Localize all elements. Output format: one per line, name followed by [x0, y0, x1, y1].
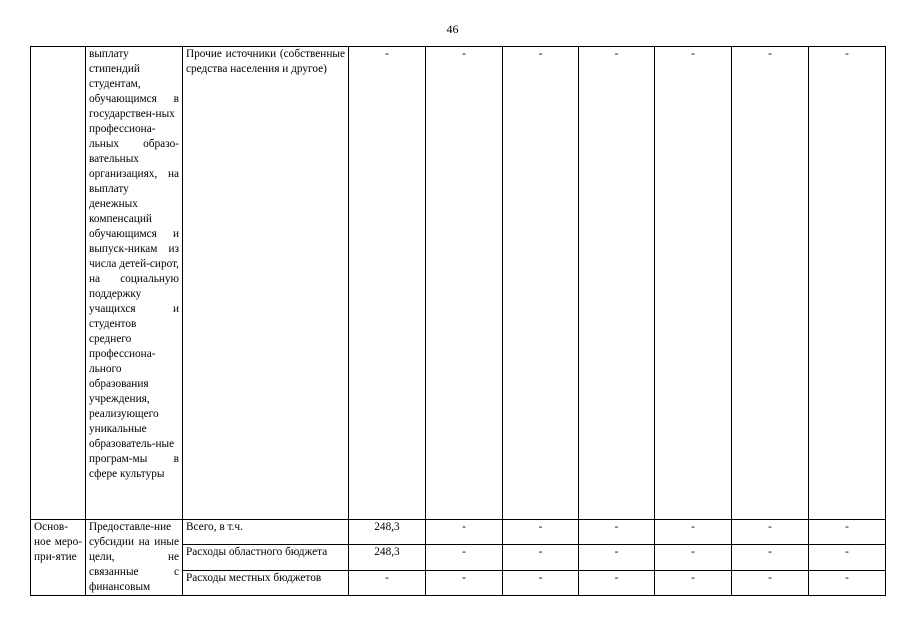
value-cell: - [579, 545, 655, 570]
value-cell: - [732, 570, 809, 595]
value-cell: - [579, 47, 655, 520]
funding-source-cell: Расходы местных бюджетов [183, 570, 349, 595]
value-cell: - [655, 545, 732, 570]
table-row [31, 520, 886, 545]
value-cell: - [732, 545, 809, 570]
activity-type-cell: Основ-ное меро-при-ятие [31, 520, 86, 596]
value-cell: - [732, 520, 809, 545]
value-cell: - [349, 570, 426, 595]
value-cell: - [579, 570, 655, 595]
activity-name-cell: Предоставле-ние субсидии на иные цели, не связанные с финансовым [86, 520, 183, 596]
funding-source-cell: Всего, в т.ч. [183, 520, 349, 545]
value-cell: - [349, 47, 426, 520]
value-cell: - [732, 47, 809, 520]
value-cell: - [426, 47, 503, 520]
value-cell: - [809, 520, 886, 545]
value-cell: - [809, 545, 886, 570]
budget-table [30, 46, 886, 596]
value-cell: - [426, 520, 503, 545]
value-cell: - [503, 47, 579, 520]
value-cell: - [655, 570, 732, 595]
value-cell: 248,3 [349, 520, 426, 545]
activity-name-cell: выплату стипендий студентам, обучающимся в государствен-ных профессиона-льных образо-вательных организациях, на выплату денежных компенсаций обучающимся и выпуск-никам из числа детей-сирот, на социальную поддержку учащихся и студентов среднего профессиона-льного образования учреждения, реализующего уникальные образователь-ные програм-мы в сфере культуры [86, 47, 183, 520]
value-cell: - [426, 570, 503, 595]
value-cell: - [809, 47, 886, 520]
value-cell: - [503, 545, 579, 570]
page-number: 46 [446, 22, 459, 36]
value-cell: - [579, 520, 655, 545]
value-cell: - [503, 570, 579, 595]
value-cell: - [426, 545, 503, 570]
value-cell: - [655, 47, 732, 520]
value-cell: - [655, 520, 732, 545]
value-cell: - [809, 570, 886, 595]
funding-source-cell: Расходы областного бюджета [183, 545, 349, 570]
activity-type-cell [31, 47, 86, 520]
table-row [31, 47, 886, 520]
value-cell: - [503, 520, 579, 545]
value-cell: 248,3 [349, 545, 426, 570]
funding-source-cell: Прочие источники (собственные средства населения и другое) [183, 47, 349, 520]
